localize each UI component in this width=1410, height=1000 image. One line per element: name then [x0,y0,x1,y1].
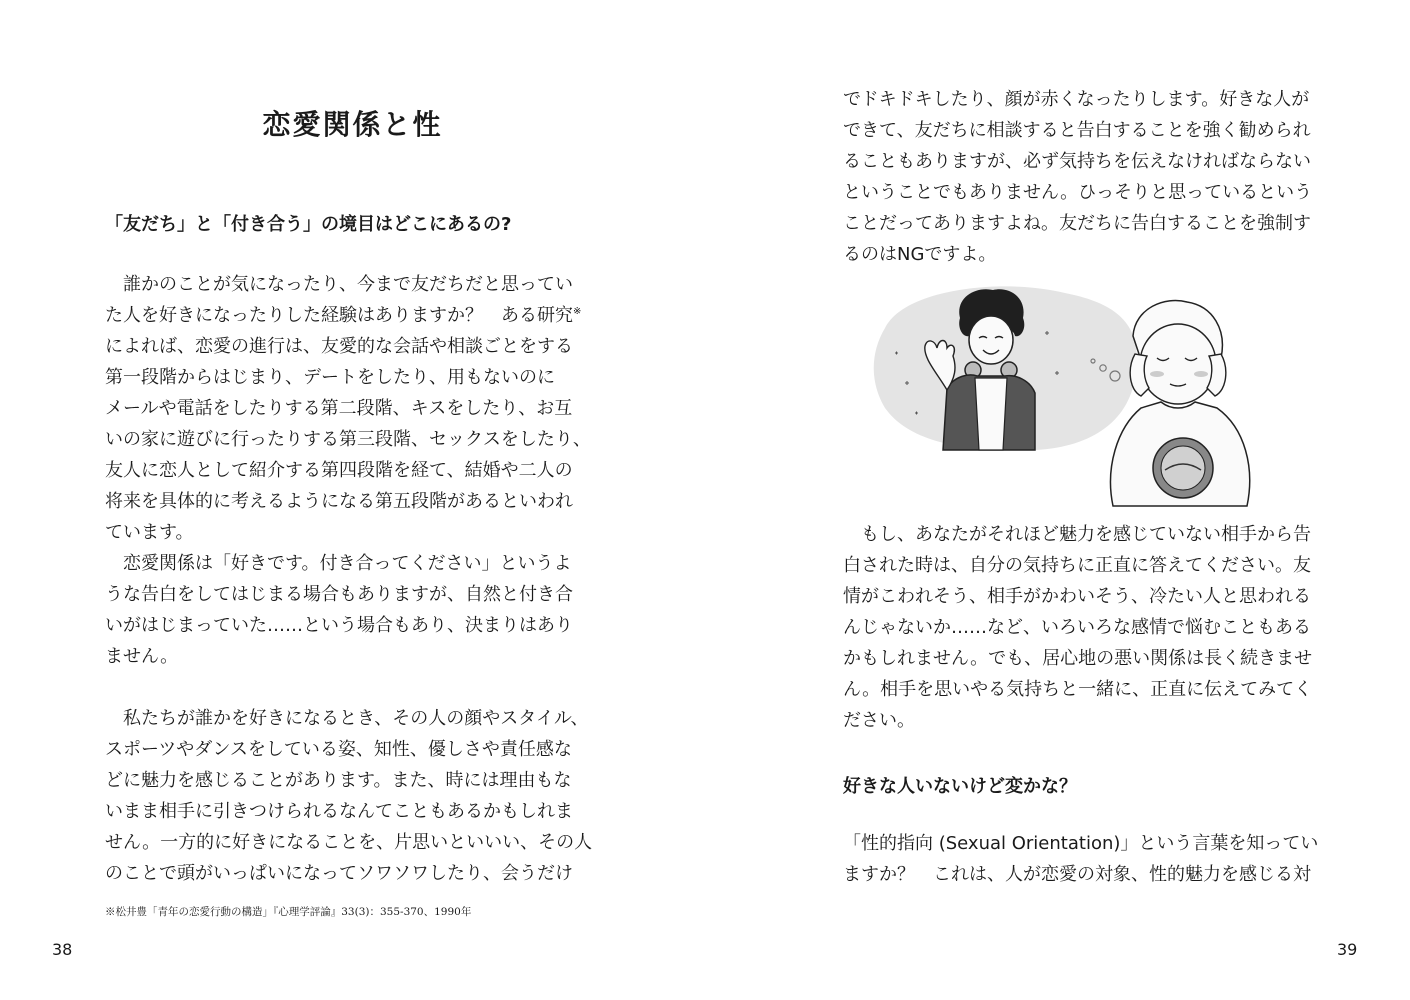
text-line: ということでもありません。ひっそりと思っているという [843,182,1313,203]
paragraph-honest-answer [843,519,1312,736]
text-line: るのはNGですよ。 [843,244,997,265]
right-page [705,0,1410,1000]
text-line: 私たちが誰かを好きになるとき、その人の顔やスタイル、 [105,708,589,729]
text-line: うな告白をしてはじまる場合もありますが、自然と付き合 [105,584,573,605]
text-line: もし、あなたがそれほど魅力を感じていない相手から告 [843,524,1311,545]
text-line: ることもありますが、必ず気持ちを伝えなければならない [843,151,1311,172]
text-line: ださい。 [843,710,915,731]
text-line: スポーツやダンスをしている姿、知性、優しさや責任感な [105,739,572,760]
text-line: によれば、恋愛の進行は、友愛的な会話や相談ごとをする [105,336,573,357]
text-line: 情がこわれそう、相手がかわいそう、冷たい人と思われる [843,586,1311,607]
text-line: 誰かのことが気になったり、今まで友だちだと思ってい [105,274,573,295]
text-line: メールや電話をしたりする第二段階、キスをしたり、お互 [105,398,573,419]
text-line: 将来を具体的に考えるようになる第五段階があるといわれ [105,491,573,512]
page-number: 38 [52,940,73,959]
text-line: ません。 [105,646,179,667]
text-line: せん。一方的に好きになることを、片思いといいい、その人 [105,832,593,853]
note-mark: ※ [573,306,582,317]
smiling-face [969,316,1013,364]
text-line: 「性的指向 (Sexual Orientation)」という言葉を知ってい [843,833,1319,854]
text-line: かもしれません。でも、居心地の悪い関係は長く続きませ [843,648,1313,669]
text-line: 第一段階からはじまり、デートをしたり、用もないのに [105,367,555,388]
text-line: いの家に遊びに行ったりする第三段階、セックスをしたり、 [105,429,591,450]
text-line: ことだってありますよね。友だちに告白することを強制す [843,213,1311,234]
text-line: 恋愛関係は「好きです。付き合ってください」というよ [105,553,572,574]
paragraph-confession [843,84,1312,270]
text-line: いがはじまっていた……という場合もあり、決まりはあり [105,615,573,636]
text-line: ますか？ これは、人が恋愛の対象、性的魅力を感じる対 [843,864,1311,885]
text-line: ています。 [105,522,194,543]
paragraph-sexual-orientation [843,828,1318,890]
text-line: 白された時は、自分の気持ちに正直に答えてください。友 [843,555,1311,576]
text-line: いまま相手に引きつけられるなんてこともあるかもしれま [105,801,573,822]
text-line: でドキドキしたり、顔が赤くなったりします。好きな人が [843,89,1310,110]
blushing-face [1140,324,1216,404]
text-line: できて、友だちに相談すると告白することを強く勧められ [843,120,1311,141]
illustration-daydreaming [865,278,1305,508]
paragraph-love-stages [105,269,591,672]
paragraph-attraction [105,703,592,889]
text-line: 友人に恋人として紹介する第四段階を経て、結婚や二人の [105,460,573,481]
section-heading-friends-vs-dating: 「友だち」と「付き合う」の境目はどこにあるの? [105,214,512,235]
page-number: 39 [1337,940,1358,959]
text-line: どに魅力を感じることがあります。また、時には理由もな [105,770,572,791]
text-line: た人を好きになったりした経験はありますか？ ある研究※ [105,305,582,326]
section-heading-no-crush: 好きな人いないけど変かな？ [843,776,1077,797]
footnote: ※松井豊「青年の恋愛行動の構造」『心理学評論』33(3)：355-370、1990年 [105,906,472,918]
text-line: のことで頭がいっぱいになってソワソワしたり、会うだけ [105,863,573,884]
text-line: ん。相手を思いやる気持ちと一緒に、正直に伝えてみてく [843,679,1313,700]
page-title: 恋愛関係と性 [262,108,443,141]
text-line: んじゃないか……など、いろいろな感情で悩むこともある [843,617,1311,638]
